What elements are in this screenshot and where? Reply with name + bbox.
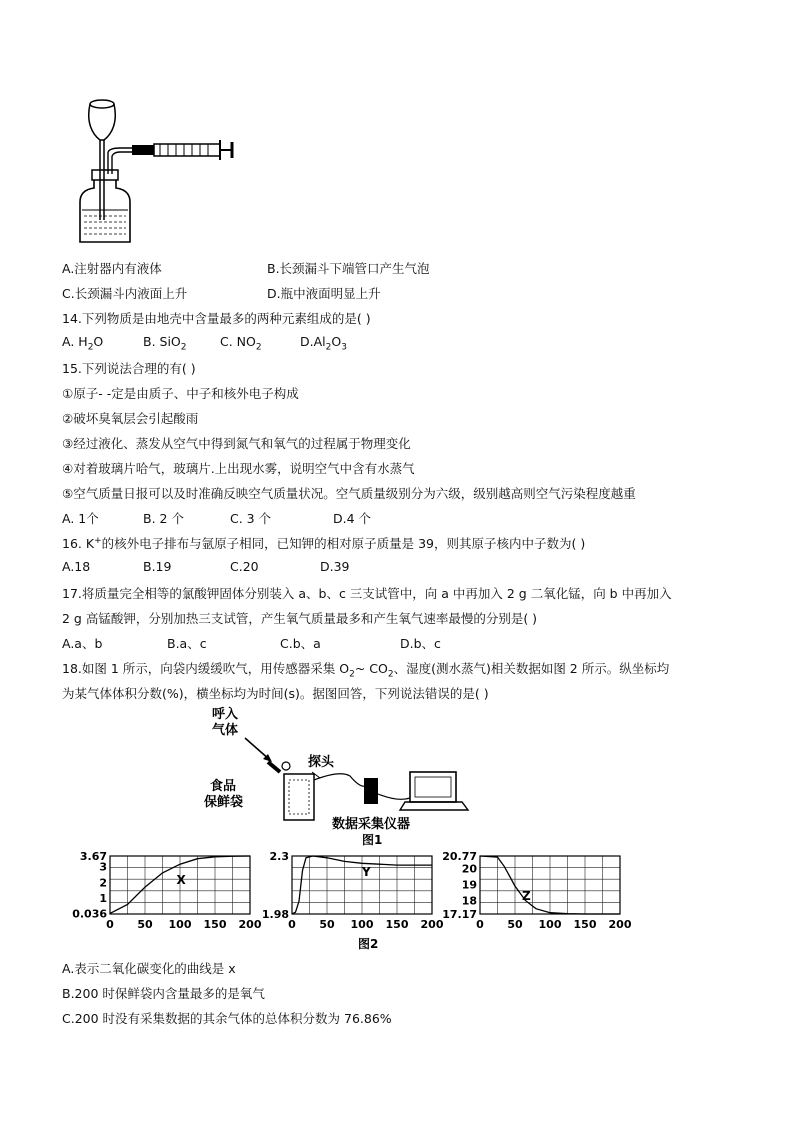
x-tick-label: 50 — [319, 918, 335, 931]
q13-option-c: C.长颈漏斗内液面上升 — [62, 286, 188, 301]
label-bag-1: 食品 — [210, 779, 237, 794]
q15-option-a: A. 1个 — [62, 511, 99, 526]
x-tick-label: 150 — [573, 918, 597, 931]
series-label: Y — [362, 865, 371, 879]
x-tick-label: 100 — [168, 918, 192, 931]
series-label: X — [176, 873, 186, 887]
x-tick-label: 150 — [203, 918, 227, 931]
q15-option-b: B. 2 个 — [143, 511, 184, 526]
figure1-sensor-setup — [200, 702, 480, 847]
y-tick-label: 1.98 — [261, 908, 289, 921]
y-tick-label: 18 — [461, 894, 477, 908]
label-probe: 探头 — [308, 755, 335, 770]
x-tick-label: 150 — [385, 918, 409, 931]
q16-option-d: D.39 — [320, 559, 350, 574]
q15-stem: 15.下列说法合理的有( ) — [62, 361, 196, 376]
x-tick-label: 0 — [476, 918, 484, 931]
q17-option-a: A.a、b — [62, 636, 103, 651]
label-device: 数据采集仪器 — [332, 817, 411, 832]
q18-option-c: C.200 时没有采集数据的其余气体的总体积分数为 76.86% — [62, 1011, 392, 1026]
chart-x — [72, 850, 262, 931]
x-tick-label: 50 — [507, 918, 523, 931]
q18-option-b: B.200 时保鲜袋内含量最多的是氧气 — [62, 986, 265, 1001]
x-tick-label: 0 — [288, 918, 296, 931]
q13-option-a: A.注射器内有液体 — [62, 261, 162, 276]
label-bag-2: 保鲜袋 — [204, 795, 244, 810]
q18-stem-line2: 为某气体体积分数(%)，横坐标均为时间(s)。据图回答，下列说法错误的是( ) — [62, 686, 489, 701]
label-breath-2: 气体 — [212, 723, 239, 738]
y-tick-label: 17.17 — [442, 908, 477, 921]
q15-option-c: C. 3 个 — [230, 511, 272, 526]
q17-option-c: C.b、a — [280, 636, 321, 651]
y-tick-label: 20 — [461, 862, 477, 876]
x-tick-label: 0 — [106, 918, 114, 931]
x-tick-label: 100 — [538, 918, 562, 931]
funnel-syringe-apparatus — [70, 92, 250, 252]
y-tick-label: 2 — [99, 876, 107, 890]
q15-item-1: ①原子- -定是由质子、中子和核外电子构成 — [62, 386, 299, 401]
q14-option-d: $D.Al_2O_3$ — [300, 334, 347, 353]
q16-option-a: A.18 — [62, 559, 91, 574]
q18-option-a: A.表示二氧化碳变化的曲线是 x — [62, 961, 236, 976]
label-breath-1: 呼入 — [212, 707, 239, 722]
x-tick-label: 200 — [420, 918, 444, 931]
q13-option-b: B.长颈漏斗下端管口产生气泡 — [267, 261, 430, 276]
q18-stem-line1: 18.如图 1 所示，向袋内缓缓吹气，用传感器采集 $O_2\sim$ $CO_2$、湿度(测水蒸气)相关数据如图 2 所示。纵坐标均 — [62, 661, 670, 680]
y-tick-label: 2.3 — [269, 850, 289, 863]
q15-option-d: D.4 个 — [333, 511, 372, 526]
q15-item-3: ③经过液化、蒸发从空气中得到氮气和氧气的过程属于物理变化 — [62, 436, 411, 451]
series-label: Z — [522, 889, 531, 903]
q16-stem: 16. K+的核外电子排布与氩原子相同，已知钾的相对原子质量是 39，则其原子核内中子数为( ) — [62, 535, 586, 551]
q15-item-2: ②破坏臭氧层会引起酸雨 — [62, 411, 199, 426]
y-tick-label: 3 — [99, 860, 107, 874]
q17-option-d: D.b、c — [400, 636, 441, 651]
q17-option-b: B.a、c — [167, 636, 207, 651]
q14-stem: 14.下列物质是由地壳中含量最多的两种元素组成的是( ) — [62, 311, 371, 326]
q14-option-a: A. $H_2O$ — [62, 334, 104, 353]
q17-stem-line1: 17.将质量完全相等的氯酸钾固体分别装入 a、b、c 三支试管中，向 a 中再加入 2 g 二氧化锰，向 b 中再加入 — [62, 586, 672, 601]
q16-option-c: C.20 — [230, 559, 259, 574]
x-tick-label: 50 — [137, 918, 153, 931]
y-tick-label: 19 — [461, 878, 477, 892]
q14-option-b: B. SiO$_2$ — [143, 334, 187, 353]
y-tick-label: 3.67 — [79, 850, 107, 863]
x-tick-label: 200 — [238, 918, 262, 931]
y-tick-label: 1 — [99, 892, 107, 906]
figure2-charts — [60, 848, 660, 952]
q13-option-d: D.瓶中液面明显上升 — [267, 286, 381, 301]
q16-option-b: B.19 — [143, 559, 172, 574]
q15-item-5: ⑤空气质量日报可以及时准确反映空气质量状况。空气质量级别分为六级，级别越高则空气污染程度越重 — [62, 486, 636, 501]
y-tick-label: 0.036 — [72, 907, 107, 921]
q14-option-c: C. $NO_2$ — [220, 334, 262, 353]
x-tick-label: 200 — [608, 918, 632, 931]
x-tick-label: 100 — [350, 918, 374, 931]
figure2-caption: 图2 — [358, 937, 379, 951]
q17-stem-line2: 2 g 高锰酸钾，分别加热三支试管，产生氧气质量最多和产生氧气速率最慢的分别是( ) — [62, 611, 538, 626]
q15-item-4: ④对着玻璃片哈气，玻璃片.上出现水雾，说明空气中含有水蒸气 — [62, 461, 415, 476]
y-tick-label: 20.77 — [442, 850, 477, 863]
figure1-caption: 图1 — [362, 833, 383, 847]
chart-y — [262, 850, 444, 931]
chart-z — [442, 850, 632, 931]
